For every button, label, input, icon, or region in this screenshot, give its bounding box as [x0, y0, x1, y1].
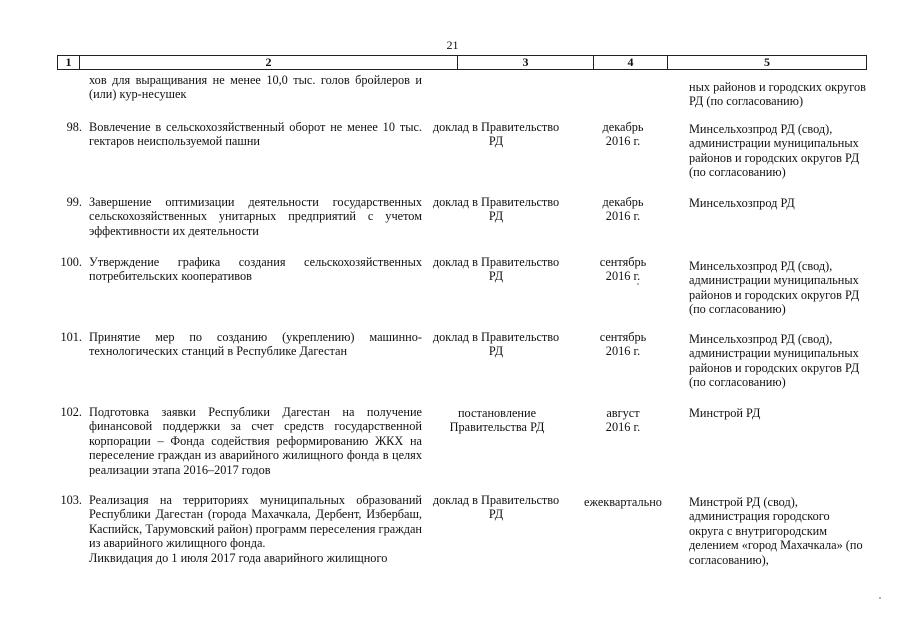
row-responsible: Минстрой РД [689, 406, 761, 420]
row-number: 100. [60, 255, 82, 269]
row-document: доклад в Правительство РД [432, 255, 560, 284]
row-action: Подготовка заявки Республики Дагестан на получение финансовой поддержки за счет средств государственной корпорации – Фонда содействия реформированию ЖКХ на переселение граждан из аварийного жилищного фонда в целях реализации этапа 2016–2017 годов [89, 405, 422, 477]
row-responsible: Минстрой РД (свод), администрация городского округа с внутригородским делением «город Махачкала» (по согласованию), [689, 495, 863, 567]
row-term: ежеквартально [584, 495, 662, 509]
row-term: декабрь 2016 г. [602, 120, 644, 149]
row-number: 98. [66, 120, 82, 134]
row-action: Завершение оптимизации деятельности государственных сельскохозяйственных унитарных предприятий с учетом эффективности их деятельности [89, 195, 422, 238]
row-term: сентябрь 2016 г. [599, 330, 647, 359]
column-header-3: 3 [457, 56, 593, 69]
column-header-1: 1 [57, 56, 79, 69]
row-number: 101. [60, 330, 82, 344]
continuation-action: хов для выращивания не менее 10,0 тыс. голов бройлеров и (или) кур-несушек [89, 73, 422, 102]
column-header-2: 2 [79, 56, 457, 69]
row-responsible: Минсельхозпрод РД (свод), администрации муниципальных районов и городских округов РД (по согласованию) [689, 332, 860, 390]
row-responsible: Минсельхозпрод РД [689, 196, 795, 210]
column-header-4: 4 [593, 56, 667, 69]
page-number: 21 [446, 38, 459, 52]
scan-speck [879, 597, 881, 599]
row-document: доклад в Правительство РД [432, 120, 560, 149]
row-number: 102. [60, 405, 82, 419]
row-action: Утверждение графика создания сельскохозяйственных потребительских кооперативов [89, 255, 422, 284]
row-term: август 2016 г. [605, 406, 641, 435]
row-number: 99. [66, 195, 82, 209]
row-action-continuation: Ликвидация до 1 июля 2017 года аварийного жилищного [89, 551, 388, 565]
row-action: Вовлечение в сельскохозяйственный оборот не менее 10 тыс. гектаров неиспользуемой пашни [89, 120, 422, 149]
row-number: 103. [60, 493, 82, 507]
row-document: доклад в Правительство РД [432, 330, 560, 359]
row-term: сентябрь 2016 г. [599, 255, 647, 284]
row-action: Принятие мер по созданию (укреплению) машинно-технологических станций в Республике Дагестан [89, 330, 422, 359]
row-document: постановление Правительства РД [449, 406, 545, 435]
table-header-row [57, 55, 867, 70]
row-action: Реализация на территориях муниципальных образований Республики Дагестан (города Махачкала, Дербент, Избербаш, Каспийск, Тарумовский район) программ переселения граждан из аварийного жилищного фонда. [89, 493, 422, 551]
continuation-responsible: ных районов и городских округов РД (по согласованию) [689, 80, 866, 109]
row-document: доклад в Правительство РД [432, 493, 560, 522]
scan-speck [637, 283, 639, 285]
column-header-5: 5 [667, 56, 867, 69]
row-term: декабрь 2016 г. [602, 195, 644, 224]
row-responsible: Минсельхозпрод РД (свод), администрации муниципальных районов и городских округов РД (по согласованию) [689, 122, 860, 180]
row-responsible: Минсельхозпрод РД (свод), администрации муниципальных районов и городских округов РД (по согласованию) [689, 259, 860, 317]
row-document: доклад в Правительство РД [432, 195, 560, 224]
